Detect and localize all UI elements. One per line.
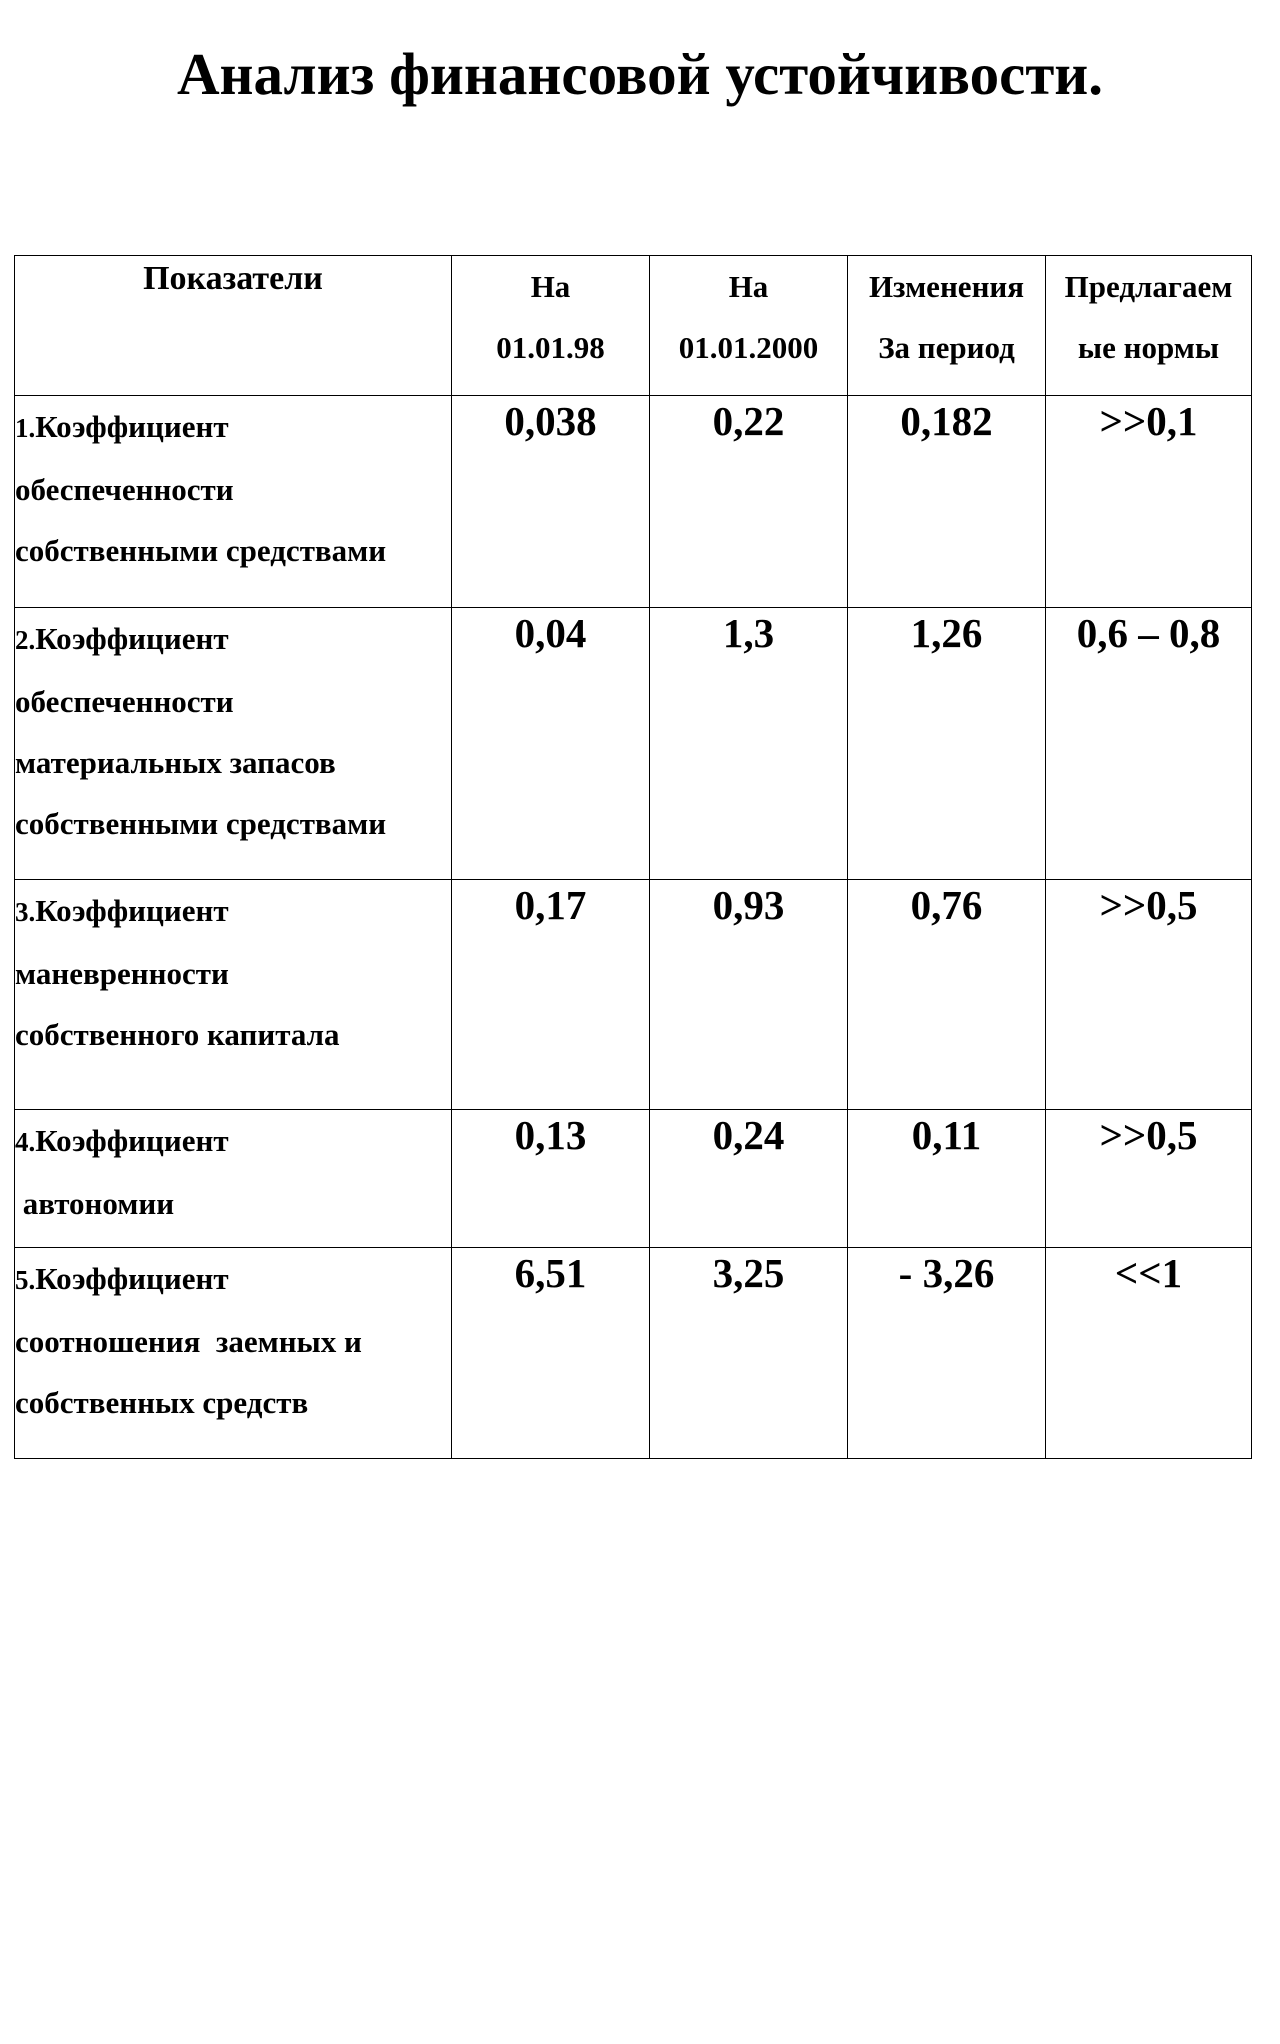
- header-line: Показатели: [143, 260, 323, 297]
- value-1998: 0,04: [452, 608, 650, 880]
- indicator-number: 4.: [15, 1127, 36, 1157]
- value-norm: >>0,5: [1046, 1110, 1252, 1248]
- indicator-name: [15, 880, 452, 1110]
- indicator-number: 3.: [15, 897, 36, 927]
- indicator-line: автономии: [15, 1186, 175, 1221]
- value-change: 0,182: [848, 396, 1046, 608]
- indicator-line: маневренности: [15, 956, 229, 991]
- value-change: - 3,26: [848, 1248, 1046, 1459]
- page-title: Анализ финансовой устойчивости.: [176, 41, 1104, 107]
- value-2000: 0,93: [650, 880, 848, 1110]
- indicator-line: Коэффициент: [35, 621, 229, 656]
- indicator-line: собственного капитала: [15, 1017, 340, 1052]
- indicator-number: 1.: [15, 413, 36, 443]
- table-row: [15, 1110, 1252, 1248]
- header-line: Изменения: [868, 269, 1025, 304]
- value-norm: <<1: [1046, 1248, 1252, 1459]
- value-change: 0,76: [848, 880, 1046, 1110]
- indicator-line: собственными средствами: [15, 533, 387, 568]
- value-2000: 0,24: [650, 1110, 848, 1248]
- value-norm: >>0,5: [1046, 880, 1252, 1110]
- indicator-name: [15, 1110, 452, 1248]
- table-header-row: [15, 256, 1252, 396]
- value-2000: 1,3: [650, 608, 848, 880]
- value-norm: 0,6 – 0,8: [1046, 608, 1252, 880]
- header-date-2000: [650, 256, 848, 396]
- indicator-line: собственных средств: [15, 1385, 309, 1420]
- table-row: [15, 396, 1252, 608]
- value-1998: 0,13: [452, 1110, 650, 1248]
- header-line: 01.01.98: [496, 330, 605, 365]
- indicator-name: [15, 396, 452, 608]
- indicator-line: соотношения заемных и: [15, 1324, 362, 1359]
- indicator-line: Коэффициент: [35, 1261, 229, 1296]
- value-1998: 6,51: [452, 1248, 650, 1459]
- header-line: Предлагаем: [1064, 269, 1233, 304]
- indicator-number: 2.: [15, 625, 36, 655]
- header-norms: [1046, 256, 1252, 396]
- indicator-number: 5.: [15, 1265, 36, 1295]
- header-indicators: [15, 256, 452, 396]
- table-row: [15, 608, 1252, 880]
- table-row: [15, 880, 1252, 1110]
- indicator-line: материальных запасов: [15, 745, 336, 780]
- header-line: 01.01.2000: [678, 330, 819, 365]
- header-change: [848, 256, 1046, 396]
- value-1998: 0,038: [452, 396, 650, 608]
- header-line: На: [530, 269, 571, 304]
- financial-stability-table: [14, 255, 1252, 1459]
- value-change: 1,26: [848, 608, 1046, 880]
- value-2000: 0,22: [650, 396, 848, 608]
- header-line: ые нормы: [1077, 330, 1220, 365]
- indicator-line: Коэффициент: [35, 1123, 229, 1158]
- value-1998: 0,17: [452, 880, 650, 1110]
- header-line: На: [728, 269, 769, 304]
- indicator-name: [15, 1248, 452, 1459]
- table-row: [15, 1248, 1252, 1459]
- indicator-name: [15, 608, 452, 880]
- value-norm: >>0,1: [1046, 396, 1252, 608]
- indicator-line: собственными средствами: [15, 806, 387, 841]
- indicator-line: Коэффициент: [35, 893, 229, 928]
- value-change: 0,11: [848, 1110, 1046, 1248]
- value-2000: 3,25: [650, 1248, 848, 1459]
- header-date-1998: [452, 256, 650, 396]
- indicator-line: обеспеченности: [15, 472, 234, 507]
- header-line: За период: [878, 330, 1015, 365]
- indicator-line: обеспеченности: [15, 684, 234, 719]
- indicator-line: Коэффициент: [35, 409, 229, 444]
